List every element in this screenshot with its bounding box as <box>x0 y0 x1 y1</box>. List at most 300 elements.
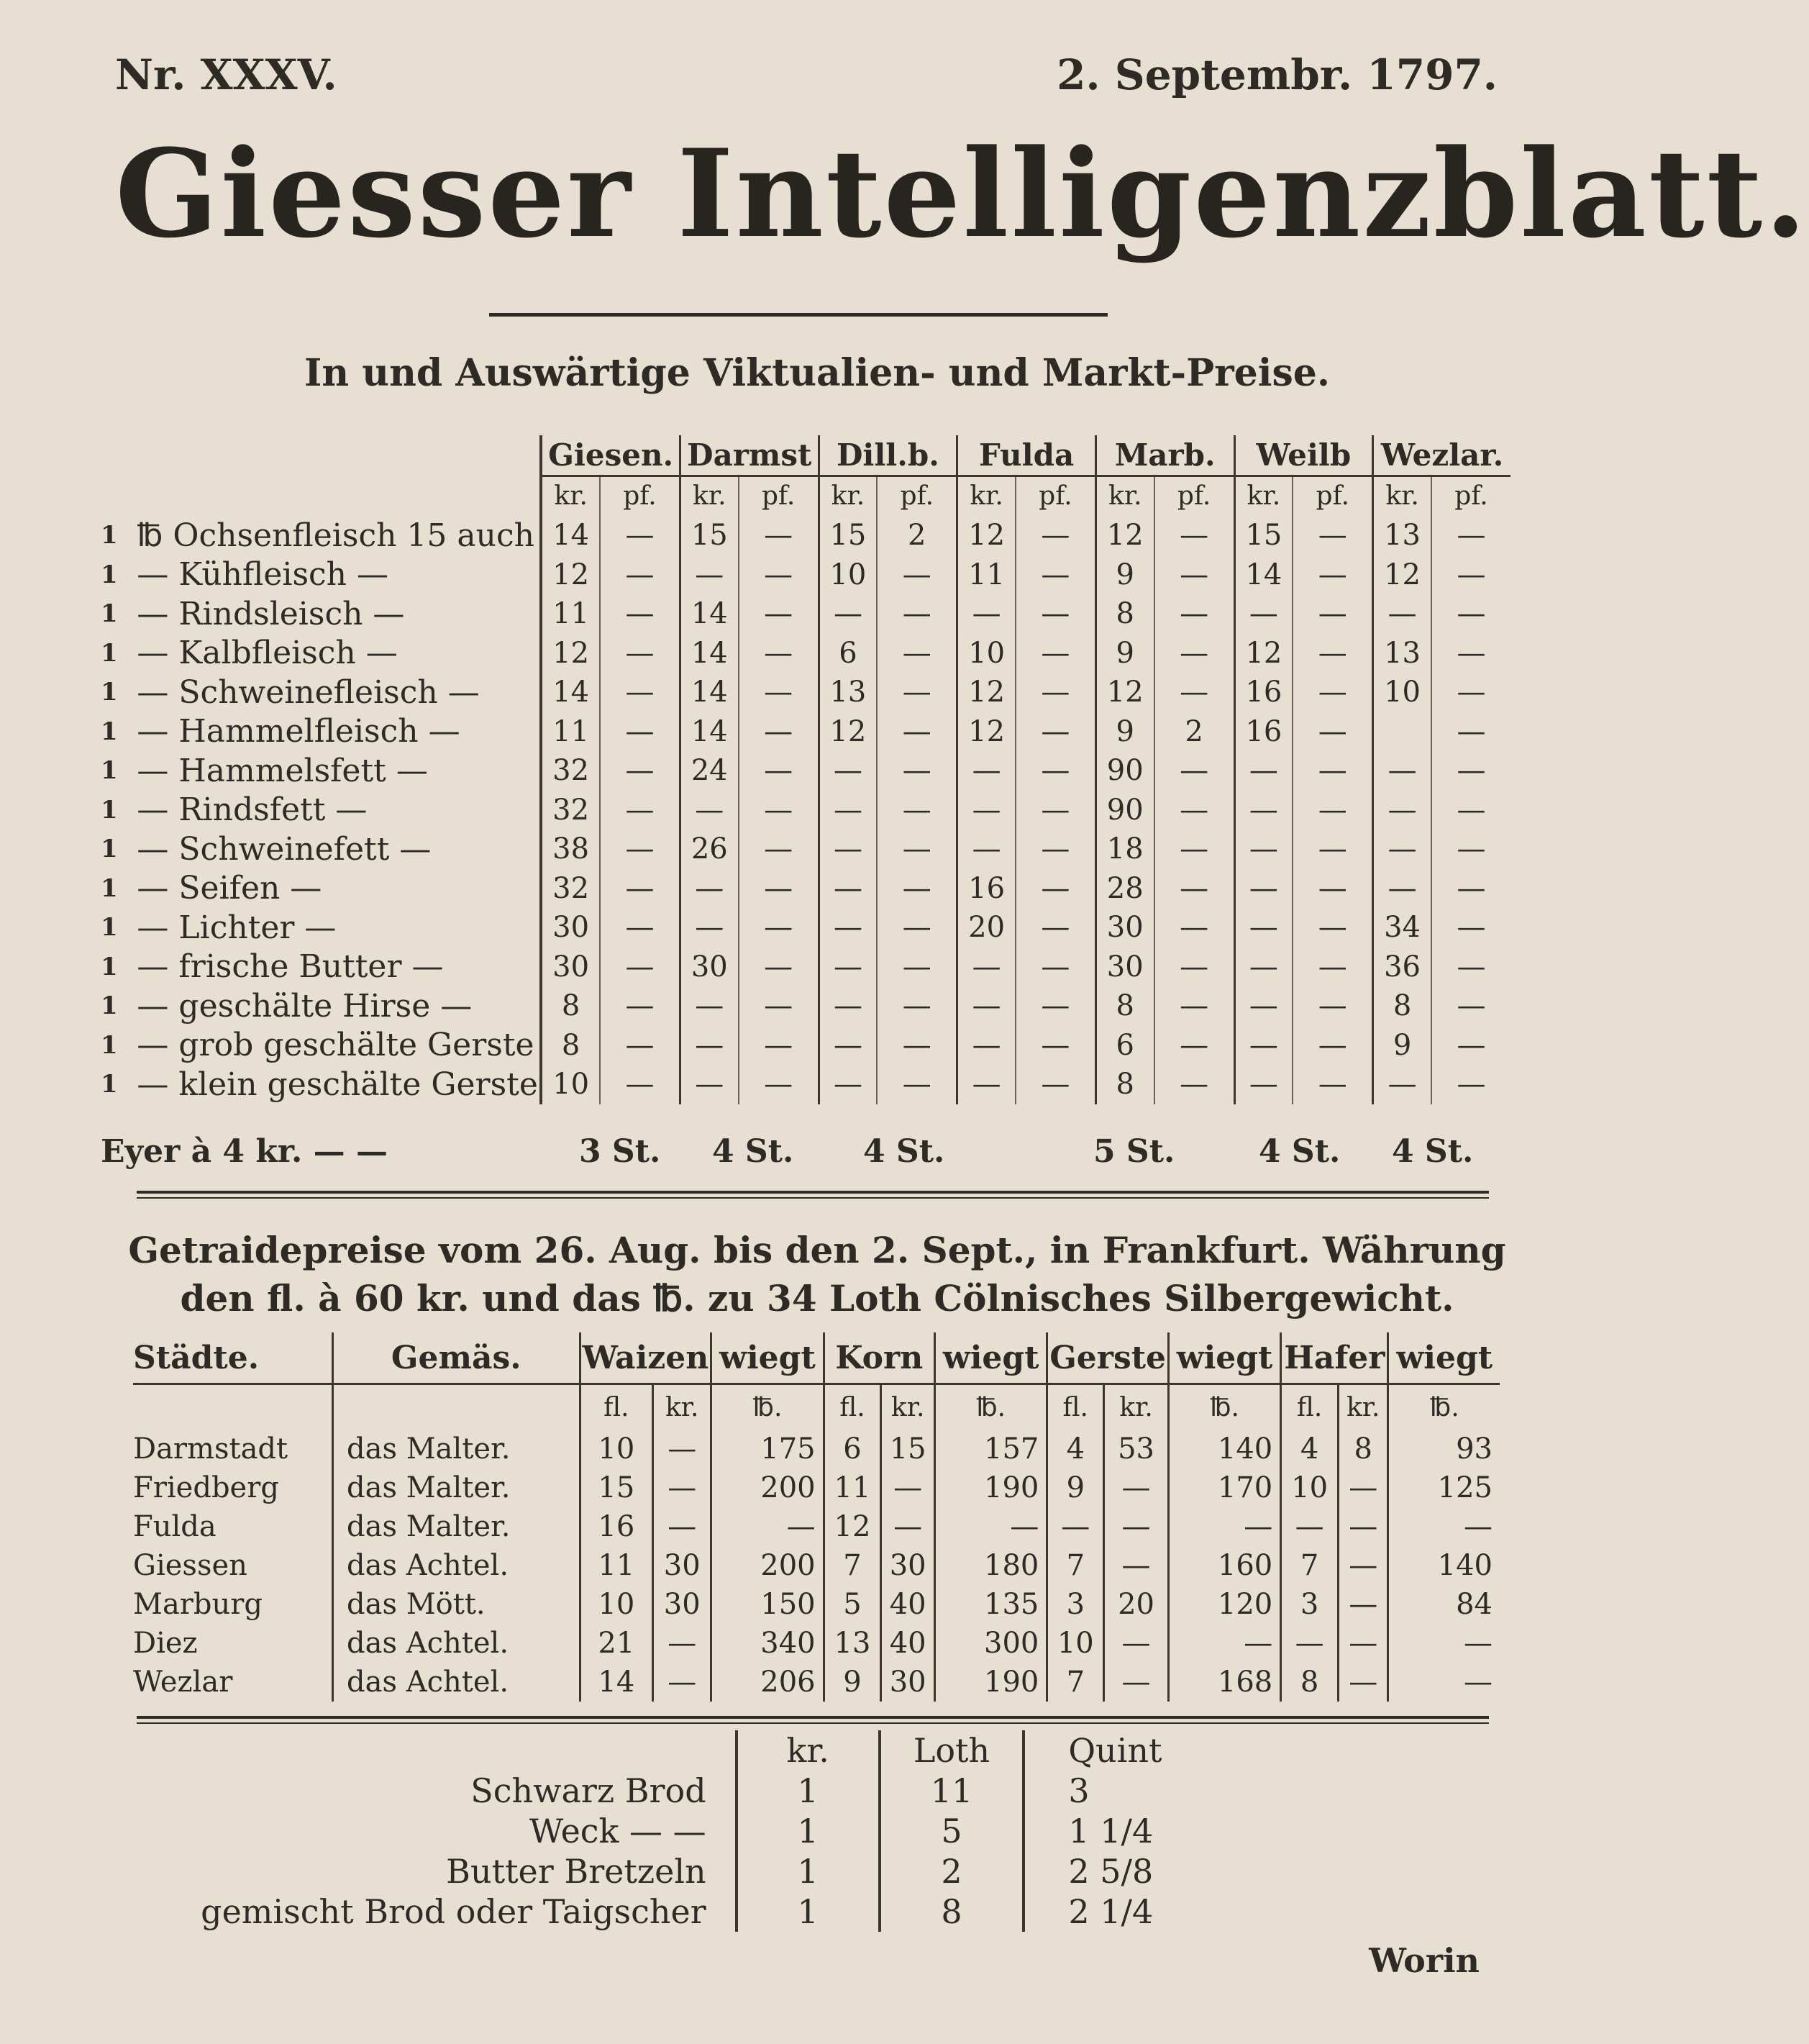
table-row <box>101 1026 1510 1066</box>
price-cell: 16 <box>957 869 1016 909</box>
price-cell: — <box>1016 555 1095 595</box>
price-cell: — <box>739 594 819 634</box>
grain-cell: 180 <box>934 1546 1047 1585</box>
grain-cell: 12 <box>824 1507 881 1546</box>
grain-cell: — <box>711 1507 824 1546</box>
bread-loth: 5 <box>880 1811 1024 1851</box>
grain-cell: 30 <box>881 1663 935 1702</box>
price-cell: — <box>1016 908 1095 948</box>
grain-cell: — <box>1168 1507 1280 1546</box>
price-cell: — <box>680 869 738 909</box>
price-cell: — <box>1293 751 1372 791</box>
price-cell: — <box>1293 1026 1372 1066</box>
unit-kr: kr. <box>1234 476 1293 516</box>
price-cell: 12 <box>957 516 1016 555</box>
section-rule <box>137 1197 1489 1199</box>
price-cell: — <box>1016 869 1095 909</box>
row-weight: 1 <box>101 1030 118 1060</box>
col-towns: Städte. <box>133 1339 260 1376</box>
price-cell: — <box>600 830 680 869</box>
price-cell: 14 <box>680 673 738 712</box>
grain-cell: 125 <box>1388 1468 1500 1507</box>
unit-kr: kr. <box>957 476 1016 516</box>
price-cell: — <box>1373 751 1431 791</box>
price-cell: — <box>1234 869 1293 909</box>
price-cell: — <box>819 1065 877 1104</box>
price-cell: — <box>1234 908 1293 948</box>
price-cell: — <box>1293 634 1372 673</box>
city-header: Marb. <box>1095 435 1234 476</box>
price-cell: 12 <box>1095 673 1154 712</box>
grain-cell: 20 <box>1104 1585 1169 1624</box>
price-cell: 9 <box>1373 1026 1431 1066</box>
grain-cell: 40 <box>881 1624 935 1663</box>
price-cell: — <box>739 869 819 909</box>
market-prices-table <box>101 435 1510 1104</box>
grain-cell: 5 <box>824 1585 881 1624</box>
row-item: — Kühfleisch — <box>137 555 541 595</box>
unit-fl: fl. <box>1047 1384 1104 1430</box>
price-cell: 38 <box>541 830 600 869</box>
grain-cell: 30 <box>653 1585 711 1624</box>
price-cell: 16 <box>1234 712 1293 752</box>
section-rule <box>137 1191 1489 1194</box>
price-cell: — <box>1154 673 1234 712</box>
grain-cell: 15 <box>580 1468 653 1507</box>
table-row <box>101 869 1510 909</box>
price-cell <box>1373 712 1431 752</box>
price-cell: — <box>1457 832 1486 866</box>
row-weight: 1 <box>101 599 118 629</box>
bread-quint: 2 5/8 <box>1024 1851 1266 1891</box>
row-measure: das Achtel. <box>333 1546 580 1585</box>
grain-cell: 160 <box>1168 1546 1280 1585</box>
price-cell: — <box>1154 791 1234 830</box>
row-item: — klein geschälte Gerste <box>137 1065 541 1104</box>
price-cell: — <box>1016 948 1095 987</box>
city-header-row <box>101 435 1510 476</box>
price-cell: — <box>1373 791 1431 830</box>
price-cell: 32 <box>541 869 600 909</box>
row-weight: 1 <box>101 638 118 668</box>
price-cell: — <box>1154 1026 1234 1066</box>
price-cell: — <box>1293 908 1372 948</box>
price-cell: 8 <box>541 986 600 1026</box>
price-cell: — <box>680 986 738 1026</box>
price-cell: 12 <box>1234 634 1293 673</box>
price-cell: 8 <box>1095 594 1154 634</box>
city-header: Wezlar. <box>1373 435 1510 476</box>
grain-cell: 7 <box>824 1546 881 1585</box>
grain-cell: 15 <box>881 1430 935 1468</box>
price-cell: 8 <box>541 1026 600 1066</box>
price-cell: 13 <box>819 673 877 712</box>
grain-cell: 13 <box>824 1624 881 1663</box>
row-item: — Lichter — <box>137 908 541 948</box>
price-cell: — <box>1457 558 1486 591</box>
grain-cell: 175 <box>711 1430 824 1468</box>
price-cell: — <box>1154 1065 1234 1104</box>
grain-cell: — <box>881 1507 935 1546</box>
table-row <box>101 986 1510 1026</box>
row-weight: 1 <box>101 560 118 589</box>
price-cell: — <box>739 1065 819 1104</box>
masthead-rule <box>489 313 1108 317</box>
price-cell: 11 <box>541 712 600 752</box>
price-cell: — <box>680 1065 738 1104</box>
grain-cell: 16 <box>580 1507 653 1546</box>
price-cell: — <box>957 986 1016 1026</box>
grain-cell: — <box>653 1430 711 1468</box>
price-cell: 12 <box>541 634 600 673</box>
price-cell: — <box>877 791 957 830</box>
grain-cell: 3 <box>1281 1585 1339 1624</box>
row-item: — grob geschälte Gerste <box>137 1026 541 1066</box>
grain-cell: 4 <box>1281 1430 1339 1468</box>
grain-cell: 84 <box>1388 1585 1500 1624</box>
section-rule <box>137 1722 1489 1724</box>
col-quint: Quint <box>1024 1730 1266 1771</box>
grain-cell: 3 <box>1047 1585 1104 1624</box>
grain-group-waizen: Waizen <box>580 1332 711 1384</box>
unit-fl: fl. <box>580 1384 653 1430</box>
grain-group-hafer: Hafer <box>1281 1332 1388 1384</box>
row-weight: 1 <box>101 873 118 903</box>
price-cell: — <box>600 869 680 909</box>
price-cell: — <box>1016 751 1095 791</box>
price-cell: — <box>1154 516 1234 555</box>
price-cell: 14 <box>680 634 738 673</box>
table-row <box>101 673 1510 712</box>
price-cell: — <box>1154 948 1234 987</box>
price-cell: — <box>1016 634 1095 673</box>
row-weight: 1 <box>101 795 118 825</box>
price-cell: 12 <box>1095 516 1154 555</box>
city-header: Dill.b. <box>819 435 957 476</box>
price-cell: 12 <box>819 712 877 752</box>
grain-cell: 8 <box>1281 1663 1339 1702</box>
unit-fl: fl. <box>824 1384 881 1430</box>
row-weight: 1 <box>101 678 118 707</box>
price-cell: 12 <box>541 555 600 595</box>
table-row <box>187 1851 1266 1891</box>
bread-loth: 2 <box>880 1851 1024 1891</box>
price-cell: — <box>1293 986 1372 1026</box>
table-row <box>133 1507 1500 1546</box>
grain-cell: 11 <box>580 1546 653 1585</box>
grain-heading-line2: den fl. à 60 kr. und das ℔. zu 34 Loth Cölnisches Silbergewicht. <box>180 1277 1454 1319</box>
bread-loth: 8 <box>880 1891 1024 1932</box>
price-cell: 11 <box>957 555 1016 595</box>
price-cell: — <box>957 830 1016 869</box>
price-cell: — <box>819 948 877 987</box>
grain-cell: 10 <box>580 1585 653 1624</box>
price-cell: — <box>739 948 819 987</box>
grain-cell: — <box>1104 1468 1169 1507</box>
row-measure: das Achtel. <box>333 1663 580 1702</box>
price-cell: 28 <box>1095 869 1154 909</box>
price-cell: — <box>877 555 957 595</box>
price-cell: — <box>1234 751 1293 791</box>
unit-pf: pf. <box>877 476 957 516</box>
price-cell: 10 <box>541 1065 600 1104</box>
row-item: — Schweinefleisch — <box>137 673 541 712</box>
price-cell: 30 <box>1095 908 1154 948</box>
price-cell: — <box>1016 516 1095 555</box>
grain-cell: — <box>1104 1624 1169 1663</box>
price-cell: — <box>1154 751 1234 791</box>
grain-cell: — <box>1281 1507 1339 1546</box>
price-cell: — <box>1016 1026 1095 1066</box>
unit-kr: kr. <box>881 1384 935 1430</box>
price-cell: — <box>600 1026 680 1066</box>
col-wiegt: wiegt <box>1168 1332 1280 1384</box>
price-cell: — <box>1373 830 1431 869</box>
price-cell: — <box>877 594 957 634</box>
table-row <box>101 594 1510 634</box>
price-cell: 11 <box>541 594 600 634</box>
grain-cell: 190 <box>934 1468 1047 1507</box>
price-cell: — <box>600 908 680 948</box>
grain-cell: 53 <box>1104 1430 1169 1468</box>
row-town: Wezlar <box>133 1666 233 1699</box>
unit-lb: ℔. <box>1388 1384 1500 1430</box>
price-cell: — <box>1234 1026 1293 1066</box>
bread-kr: 1 <box>737 1891 880 1932</box>
table-row <box>187 1891 1266 1932</box>
price-cell: — <box>600 555 680 595</box>
price-cell: 14 <box>680 712 738 752</box>
price-cell: — <box>877 1065 957 1104</box>
price-cell: — <box>957 948 1016 987</box>
grain-cell: 30 <box>881 1546 935 1585</box>
unit-kr: kr. <box>819 476 877 516</box>
unit-pf: pf. <box>1154 476 1234 516</box>
col-wiegt: wiegt <box>711 1332 824 1384</box>
unit-header-row <box>101 476 1510 516</box>
price-cell: — <box>1293 712 1372 752</box>
bread-name: gemischt Brod oder Taigscher <box>201 1892 706 1931</box>
grain-group-korn: Korn <box>824 1332 934 1384</box>
grain-cell: 340 <box>711 1624 824 1663</box>
grain-cell: 7 <box>1047 1663 1104 1702</box>
egg-price: 4 St. <box>712 1133 794 1170</box>
row-measure: das Achtel. <box>333 1624 580 1663</box>
unit-kr: kr. <box>653 1384 711 1430</box>
price-cell: — <box>819 830 877 869</box>
price-cell: — <box>877 1026 957 1066</box>
bread-name: Schwarz Brod <box>470 1771 706 1810</box>
grain-cell: 93 <box>1388 1430 1500 1468</box>
row-town: Diez <box>133 1627 198 1660</box>
grain-cell: — <box>1388 1624 1500 1663</box>
price-cell: 2 <box>877 516 957 555</box>
price-cell: — <box>1154 830 1234 869</box>
price-cell: 32 <box>541 791 600 830</box>
price-cell: — <box>1234 1065 1293 1104</box>
price-cell: — <box>600 986 680 1026</box>
row-weight: 1 <box>101 717 118 746</box>
table-row <box>101 830 1510 869</box>
unit-fl: fl. <box>1281 1384 1339 1430</box>
section-rule <box>137 1716 1489 1719</box>
grain-cell: 40 <box>881 1585 935 1624</box>
catchword: Worin <box>1369 1941 1480 1980</box>
price-cell: 8 <box>1373 986 1431 1026</box>
table-row <box>133 1624 1500 1663</box>
grain-cell: — <box>1047 1507 1104 1546</box>
bread-weights-body <box>187 1771 1266 1932</box>
price-cell: — <box>819 751 877 791</box>
price-cell: 24 <box>680 751 738 791</box>
row-item: — Kalbfleisch — <box>137 634 541 673</box>
unit-lb: ℔. <box>711 1384 824 1430</box>
price-cell: 18 <box>1095 830 1154 869</box>
price-cell: — <box>1293 1065 1372 1104</box>
price-cell: — <box>1457 676 1486 709</box>
price-cell: 34 <box>1373 908 1431 948</box>
unit-kr: kr. <box>680 476 738 516</box>
egg-price: 3 St. <box>579 1133 661 1170</box>
price-cell: — <box>1457 597 1486 631</box>
row-town: Fulda <box>133 1510 217 1543</box>
grain-heading-line1: Getraidepreise vom 26. Aug. bis den 2. Sept., in Frankfurt. Währung <box>128 1229 1506 1271</box>
price-cell: — <box>600 712 680 752</box>
market-prices-body <box>101 516 1510 1104</box>
row-weight: 1 <box>101 952 118 981</box>
price-cell: — <box>1457 519 1486 553</box>
price-cell: — <box>1457 989 1486 1023</box>
price-cell: — <box>1373 869 1431 909</box>
price-cell: — <box>600 516 680 555</box>
price-cell: — <box>1457 754 1486 788</box>
grain-cell: — <box>1281 1624 1339 1663</box>
table-row <box>101 712 1510 752</box>
grain-header-row <box>133 1332 1500 1384</box>
price-cell: — <box>739 712 819 752</box>
row-item: — frische Butter — <box>137 948 541 987</box>
price-cell: — <box>1234 830 1293 869</box>
price-cell: — <box>877 830 957 869</box>
price-cell: 16 <box>1234 673 1293 712</box>
grain-cell: 170 <box>1168 1468 1280 1507</box>
bread-quint: 1 1/4 <box>1024 1811 1266 1851</box>
price-cell: — <box>819 908 877 948</box>
grain-cell: — <box>1388 1507 1500 1546</box>
price-cell: — <box>819 594 877 634</box>
grain-cell: 10 <box>1047 1624 1104 1663</box>
price-cell: — <box>1154 555 1234 595</box>
row-weight: 1 <box>101 913 118 942</box>
price-cell: 6 <box>1095 1026 1154 1066</box>
grain-cell: — <box>881 1468 935 1507</box>
price-cell: — <box>1293 673 1372 712</box>
price-cell: — <box>600 634 680 673</box>
unit-kr: kr. <box>1104 1384 1169 1430</box>
price-cell: 13 <box>1373 634 1431 673</box>
masthead-title: Giesser Intelligenzblatt. <box>115 122 1809 265</box>
unit-pf: pf. <box>1016 476 1095 516</box>
issue-number: Nr. XXXV. <box>115 50 337 99</box>
price-cell: — <box>1457 911 1486 945</box>
price-cell: 12 <box>957 712 1016 752</box>
egg-price: 5 St. <box>1093 1133 1175 1170</box>
price-cell: — <box>957 594 1016 634</box>
egg-price: 4 St. <box>1259 1133 1341 1170</box>
price-cell: — <box>680 1026 738 1066</box>
price-cell: — <box>1154 986 1234 1026</box>
bread-weights-table <box>187 1730 1266 1932</box>
price-cell: 8 <box>1095 1065 1154 1104</box>
price-cell: — <box>1234 986 1293 1026</box>
price-cell: — <box>877 908 957 948</box>
price-cell: 12 <box>957 673 1016 712</box>
bread-quint: 2 1/4 <box>1024 1891 1266 1932</box>
row-measure: das Malter. <box>333 1507 580 1546</box>
price-cell: — <box>877 634 957 673</box>
price-cell: 30 <box>541 948 600 987</box>
grain-cell: — <box>934 1507 1047 1546</box>
price-cell: — <box>1457 793 1486 827</box>
grain-cell: 190 <box>934 1663 1047 1702</box>
price-cell: — <box>819 986 877 1026</box>
price-cell: — <box>1373 594 1431 634</box>
price-cell: — <box>819 869 877 909</box>
grain-cell: 14 <box>580 1663 653 1702</box>
city-header: Weilb <box>1234 435 1373 476</box>
grain-cell: 140 <box>1168 1430 1280 1468</box>
price-cell: — <box>739 1026 819 1066</box>
price-cell: 10 <box>957 634 1016 673</box>
grain-cell: 140 <box>1388 1546 1500 1585</box>
price-cell: — <box>1457 1028 1486 1062</box>
issue-date: 2. Septembr. 1797. <box>1057 50 1498 99</box>
price-cell: — <box>957 1065 1016 1104</box>
row-weight: 1 <box>101 1070 118 1099</box>
price-cell: — <box>957 751 1016 791</box>
price-cell: — <box>877 948 957 987</box>
price-cell: — <box>1016 791 1095 830</box>
price-cell: 15 <box>680 516 738 555</box>
grain-cell: 21 <box>580 1624 653 1663</box>
row-item: — Rindsfett — <box>137 791 541 830</box>
price-cell: — <box>957 791 1016 830</box>
price-cell: — <box>1234 948 1293 987</box>
grain-cell: 9 <box>1047 1468 1104 1507</box>
grain-cell: — <box>1338 1546 1388 1585</box>
row-item: — Seifen — <box>137 869 541 909</box>
price-cell: — <box>600 1065 680 1104</box>
unit-kr: kr. <box>1095 476 1154 516</box>
unit-pf: pf. <box>1293 476 1372 516</box>
price-cell: — <box>1234 791 1293 830</box>
price-cell: 36 <box>1373 948 1431 987</box>
price-cell: — <box>739 791 819 830</box>
table-row <box>101 791 1510 830</box>
price-cell: 9 <box>1095 712 1154 752</box>
row-town: Darmstadt <box>133 1432 288 1466</box>
bread-quint: 3 <box>1024 1771 1266 1811</box>
row-town: Marburg <box>133 1588 263 1621</box>
grain-cell: 9 <box>824 1663 881 1702</box>
price-cell: — <box>1457 636 1486 670</box>
col-loth: Loth <box>880 1730 1024 1771</box>
table-row <box>133 1430 1500 1468</box>
grain-cell: — <box>653 1468 711 1507</box>
egg-label: Eyer à 4 kr. — — <box>101 1133 388 1170</box>
bread-name: Weck — — <box>529 1812 706 1850</box>
price-cell: 12 <box>1373 555 1431 595</box>
